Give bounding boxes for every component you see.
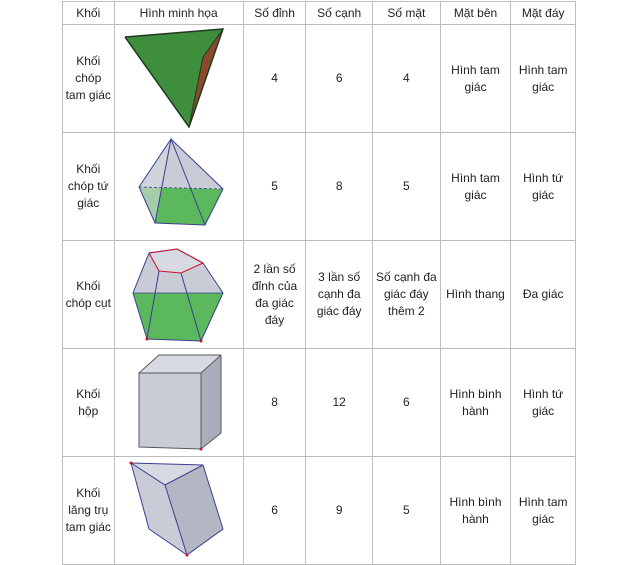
cell-so-mat: Số cạnh đa giác đáy thêm 2	[373, 241, 441, 349]
table-row	[63, 133, 576, 241]
quadrilateral-pyramid-icon	[119, 135, 239, 239]
header-mat-day: Mặt đáy	[511, 2, 576, 25]
cell-so-mat: 5	[373, 133, 441, 241]
header-hinh-minh-hoa: Hình minh họa	[114, 2, 243, 25]
triangular-pyramid-icon	[119, 27, 239, 131]
header-so-dinh: Số đỉnh	[243, 2, 306, 25]
cell-so-dinh: 8	[243, 349, 306, 457]
cell-khoi: Khối chóp tam giác	[63, 25, 115, 133]
cell-mat-ben: Hình tam giác	[440, 25, 511, 133]
cell-mat-day: Hình tứ giác	[511, 349, 576, 457]
figure-cell	[114, 133, 243, 241]
box-icon	[119, 351, 239, 455]
cell-mat-ben: Hình thang	[440, 241, 511, 349]
figure-cell	[114, 349, 243, 457]
figure-cell	[114, 241, 243, 349]
cell-so-mat: 4	[373, 25, 441, 133]
cell-so-dinh: 2 lần số đỉnh của đa giác đáy	[243, 241, 306, 349]
cell-mat-ben: Hình bình hành	[440, 349, 511, 457]
header-khoi: Khối	[63, 2, 115, 25]
header-row	[63, 2, 576, 25]
table-row	[63, 241, 576, 349]
cell-mat-day: Hình tứ giác	[511, 133, 576, 241]
table-row	[63, 25, 576, 133]
cell-khoi: Khối chóp tứ giác	[63, 133, 115, 241]
cell-so-canh: 12	[306, 349, 373, 457]
header-mat-ben: Mặt bên	[440, 2, 511, 25]
cell-khoi: Khối chóp cụt	[63, 241, 115, 349]
cell-so-dinh: 6	[243, 457, 306, 565]
header-so-canh: Số cạnh	[306, 2, 373, 25]
cell-khoi: Khối hộp	[63, 349, 115, 457]
triangular-prism-icon	[119, 459, 239, 563]
cell-so-canh: 8	[306, 133, 373, 241]
frustum-icon	[119, 243, 239, 347]
cell-so-dinh: 5	[243, 133, 306, 241]
header-so-mat: Số mặt	[373, 2, 441, 25]
cell-so-canh: 6	[306, 25, 373, 133]
table-row	[63, 349, 576, 457]
cell-mat-ben: Hình bình hành	[440, 457, 511, 565]
cell-mat-ben: Hình tam giác	[440, 133, 511, 241]
cell-so-canh: 3 lần số cạnh đa giác đáy	[306, 241, 373, 349]
cell-so-mat: 5	[373, 457, 441, 565]
table-row	[63, 457, 576, 565]
cell-so-mat: 6	[373, 349, 441, 457]
cell-mat-day: Hình tam giác	[511, 457, 576, 565]
cell-so-canh: 9	[306, 457, 373, 565]
cell-khoi: Khối lăng trụ tam giác	[63, 457, 115, 565]
cell-mat-day: Hình tam giác	[511, 25, 576, 133]
cell-mat-day: Đa giác	[511, 241, 576, 349]
figure-cell	[114, 25, 243, 133]
figure-cell	[114, 457, 243, 565]
cell-so-dinh: 4	[243, 25, 306, 133]
polyhedra-table	[62, 1, 576, 565]
